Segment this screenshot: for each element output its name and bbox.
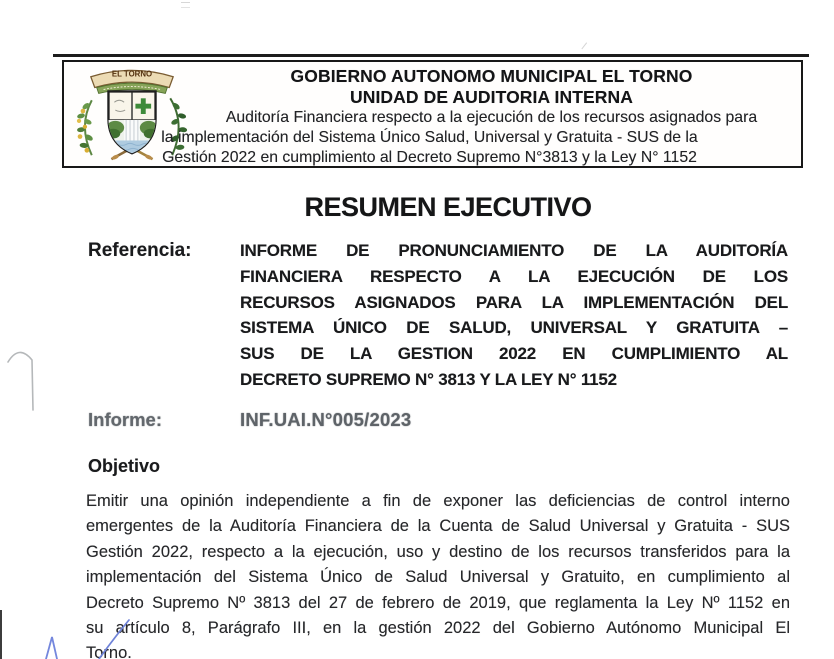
objective-line: Emitir una opinión independiente a fin de exponer las deficiencias de control interno <box>86 492 790 510</box>
header-subtitle-line: Auditoría Financiera respecto a la ejecución de los recursos asignados para <box>225 109 758 126</box>
document-title: RESUMEN EJECUTIVO <box>304 192 592 222</box>
objective-line: emergentes de la Auditoría Financiera de la Cuenta de Salud Universal y Gratuita - SUS <box>86 517 790 536</box>
objective-line: Torno. <box>86 644 132 659</box>
pencil-hook-mark <box>4 336 44 416</box>
org-name-line2: UNIDAD DE AUDITORIA INTERNA <box>349 87 634 107</box>
reference-line: SISTEMA ÚNICO DE SALUD, UNIVERSAL Y GRATUITA – <box>240 318 788 338</box>
report-number-value: INF.UAI.N°005/2023 <box>240 409 412 430</box>
reference-text <box>240 238 788 393</box>
objective-line: su artículo 8, Parágrafo III, en la gestión 2022 del Gobierno Autónomo Municipal El <box>86 619 790 638</box>
org-name-line1: GOBIERNO AUTONOMO MUNICIPAL EL TORNO <box>290 66 693 86</box>
scan-speck <box>181 2 190 8</box>
header-top-rule <box>53 54 809 57</box>
scan-edge-artifact <box>0 610 2 659</box>
objective-line: Gestión 2022, respecto a la ejecución, uso y destino de los recursos transferidos para la <box>86 542 790 561</box>
header-box-text <box>64 62 801 169</box>
reference-line: FINANCIERA RESPECTO A LA EJECUCIÓN DE LOS <box>240 266 788 286</box>
reference-line: RECURSOS ASIGNADOS PARA LA IMPLEMENTACIÓN DEL <box>240 292 788 312</box>
report-number-label: Informe: <box>88 409 162 430</box>
objective-heading: Objetivo <box>88 456 161 476</box>
blue-ink-caret-mark <box>38 634 68 659</box>
crest-banner-text: EL TORNO <box>111 69 153 79</box>
reference-line: INFORME DE PRONUNCIAMIENTO DE LA AUDITORÍA <box>240 241 788 260</box>
header-subtitle-line: Gestión 2022 en cumplimiento al Decreto Supremo N°3813 y la Ley N° 1152 <box>162 149 697 167</box>
header-subtitle-line: la implementación del Sistema Único Salud, Universal y Gratuita - SUS de la <box>161 129 698 147</box>
reference-line: SUS DE LA GESTION 2022 EN CUMPLIMIENTO AL <box>240 344 788 364</box>
scan-speck <box>581 42 592 53</box>
header-box <box>62 60 803 168</box>
objective-line: implementación del Sistema Único de Salud Universal y Gratuito, en cumplimiento al <box>86 568 790 587</box>
objective-line: Decreto Supremo Nº 3813 del 27 de febrero de 2019, que reglamenta la Ley Nº 1152 en <box>86 593 790 612</box>
objective-paragraph <box>86 489 790 659</box>
reference-label: Referencia: <box>88 240 192 261</box>
reference-line: DECRETO SUPREMO N° 3813 Y LA LEY N° 1152 <box>240 369 617 389</box>
